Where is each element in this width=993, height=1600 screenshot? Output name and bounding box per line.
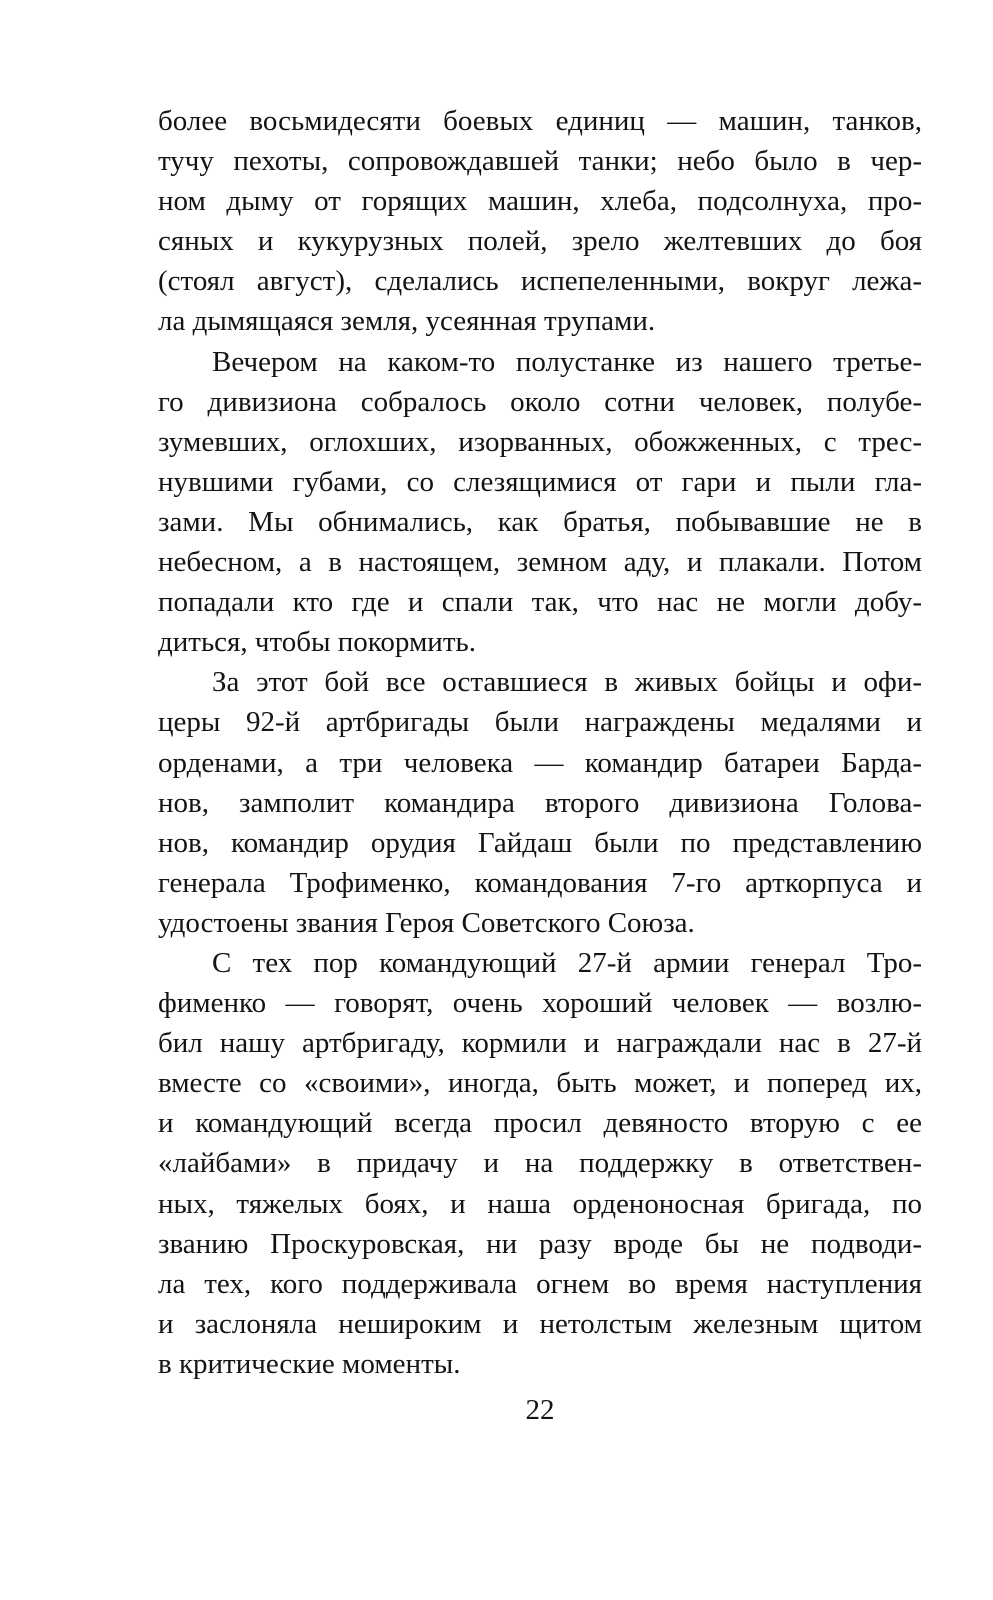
text-line: удостоены звания Героя Советского Союза. [158,906,695,939]
text-line: более восьмидесяти боевых единиц — машин, танков, [158,105,922,137]
paragraph [158,943,922,1384]
text-line: небесном, а в настоящем, земном аду, и плакали. Потом [158,546,922,579]
text-line: генерала Трофименко, командования 7-го арткорпуса и [158,866,922,899]
text-line: го дивизиона собралось около сотни человек, полубе- [158,385,922,418]
text-line: церы 92-й артбригады были награждены медалями и [158,706,922,739]
page-text [158,101,922,1384]
text-line: орденами, а три человека — командир батареи Барда- [158,746,922,779]
text-line: «лайбами» в придачу и на поддержку в ответствен- [158,1147,922,1180]
text-line: сяных и кукурузных полей, зрело желтевших до боя [158,225,922,258]
text-line: Вечером на каком-то полустанке из нашего третье- [212,345,922,378]
paragraph [158,662,922,943]
text-line: С тех пор командующий 27-й армии генерал Тро- [212,946,922,979]
text-line: нов, командир орудия Гайдаш были по представлению [158,826,922,859]
text-line: нувшими губами, со слезящимися от гари и пыли гла- [158,465,922,498]
text-line: диться, чтобы покормить. [158,626,476,659]
paragraph [158,342,922,663]
text-line: вместе со «своими», иногда, быть может, и поперед их, [158,1067,922,1100]
text-line: (стоял август), сделались испепеленными, вокруг лежа- [158,265,922,298]
text-line: зами. Мы обнимались, как братья, побывавшие не в [158,505,922,538]
text-line: и заслоняла нешироким и нетолстым железным щитом [158,1307,922,1340]
text-line: фименко — говорят, очень хороший человек — возлю- [158,987,922,1020]
text-line: ла дымящаяся земля, усеянная трупами. [158,305,656,338]
text-line: званию Проскуровская, ни разу вроде бы не подводи- [158,1227,922,1260]
text-line: ла тех, кого поддерживала огнем во время наступления [158,1267,922,1300]
page-number: 22 [525,1394,555,1426]
text-line: нов, замполит командира второго дивизиона Голова- [158,786,922,819]
text-line: тучу пехоты, сопровождавшей танки; небо было в чер- [158,145,922,178]
paragraph [158,101,922,342]
text-line: и командующий всегда просил девяносто вторую с ее [158,1107,922,1140]
text-line: попадали кто где и спали так, что нас не могли добу- [158,586,922,619]
text-line: ных, тяжелых боях, и наша орденоносная бригада, по [158,1187,922,1220]
text-line: зумевших, оглохших, изорванных, обожженных, с трес- [158,425,922,458]
text-line: в критические моменты. [158,1347,461,1380]
text-line: ном дыму от горящих машин, хлеба, подсолнуха, про- [158,185,922,218]
text-line: За этот бой все оставшиеся в живых бойцы и офи- [212,666,922,699]
text-line: бил нашу артбригаду, кормили и награждали нас в 27-й [158,1027,922,1060]
